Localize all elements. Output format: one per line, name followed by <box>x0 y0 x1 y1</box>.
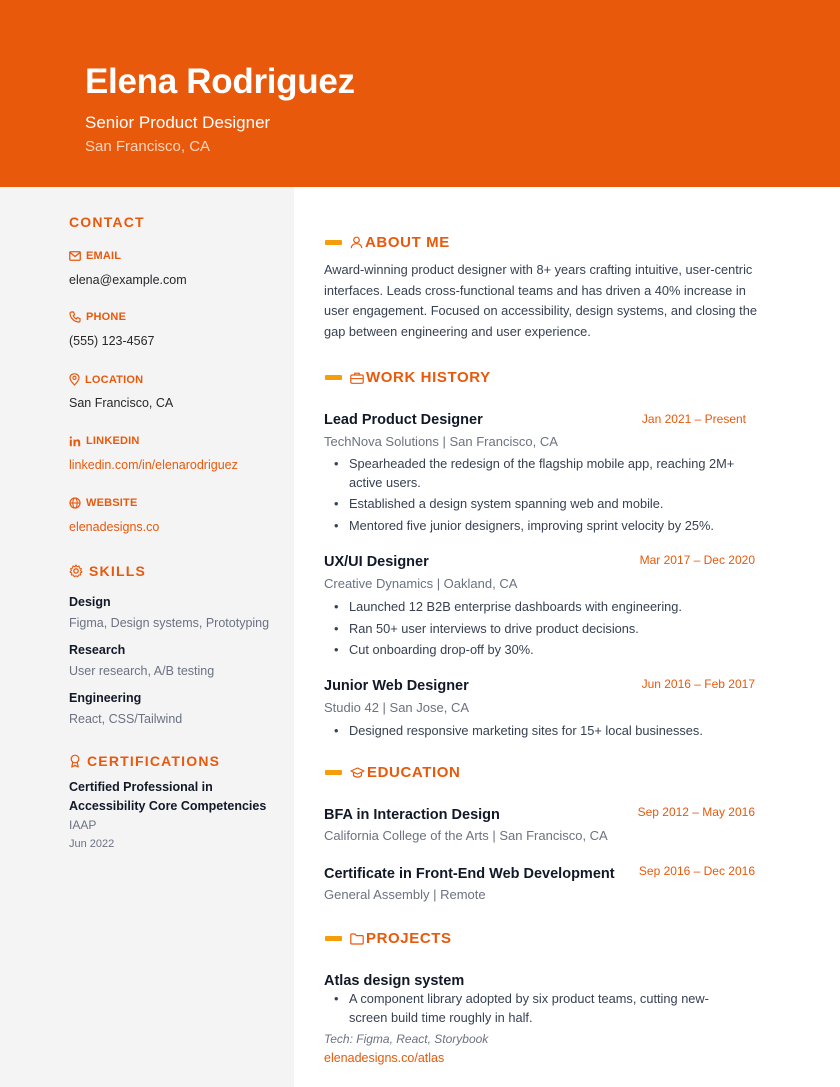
cert-date: Jun 2022 <box>69 838 115 850</box>
school-name: California College of the Arts | San Francisco, CA <box>324 828 608 843</box>
linkedin-link[interactable]: linkedin.com/in/elenarodriguez <box>69 458 238 472</box>
degree-title: Certificate in Front-End Web Development <box>324 866 615 882</box>
list-item: • Established a design system spanning web and mobile. <box>324 495 744 514</box>
gear-icon <box>69 564 83 578</box>
job-company: TechNova Solutions | San Francisco, CA <box>324 434 558 449</box>
section-bar <box>325 936 342 941</box>
section-bar <box>325 375 342 380</box>
award-icon <box>69 754 81 768</box>
job-title: UX/UI Designer <box>324 554 429 570</box>
skill-desc: User research, A/B testing <box>69 664 215 678</box>
candidate-location: San Francisco, CA <box>85 138 211 155</box>
contact-heading: CONTACT <box>69 214 145 230</box>
candidate-title: Senior Product Designer <box>85 113 271 132</box>
linkedin-label: LINKEDIN <box>69 435 140 447</box>
skill-name: Research <box>69 643 126 657</box>
list-item: • Launched 12 B2B enterprise dashboards with engineering. <box>324 598 744 617</box>
list-item: • Spearheaded the redesign of the flagship mobile app, reaching 2M+ active users. <box>324 455 744 492</box>
linkedin-icon <box>69 436 81 447</box>
job-company: Studio 42 | San Jose, CA <box>324 700 470 715</box>
briefcase-icon <box>350 372 364 384</box>
location-value: San Francisco, CA <box>69 396 174 410</box>
main-content <box>294 187 840 1087</box>
skill-name: Design <box>69 595 111 609</box>
email-value[interactable]: elena@example.com <box>69 273 187 287</box>
cert-org: IAAP <box>69 818 97 832</box>
email-label: EMAIL <box>69 250 121 262</box>
website-label: WEBSITE <box>69 497 138 509</box>
job-company: Creative Dynamics | Oakland, CA <box>324 576 518 591</box>
resume-header <box>0 0 840 187</box>
list-item: • Mentored five junior designers, improving sprint velocity by 25%. <box>324 517 744 536</box>
phone-value[interactable]: (555) 123-4567 <box>69 334 155 348</box>
phone-icon <box>69 311 81 323</box>
project-name: Atlas design system <box>324 973 465 989</box>
section-bar <box>325 240 342 245</box>
about-text: Award-winning product designer with 8+ years crafting intuitive, user-centric interfaces. Leads cross-functional teams and has driven a 40% increase in user engagement. Focused on accessibility, design systems, and closing the gap between engineering and user experience. <box>324 262 757 339</box>
globe-icon <box>69 497 81 509</box>
map-pin-icon <box>69 373 80 386</box>
job-dates: Jan 2021 – Present <box>641 412 746 426</box>
graduation-cap-icon <box>350 767 365 779</box>
job-title: Junior Web Designer <box>324 678 469 694</box>
list-item: • Designed responsive marketing sites for 15+ local businesses. <box>324 722 744 741</box>
skills-heading: SKILLS <box>69 563 146 579</box>
degree-title: BFA in Interaction Design <box>324 807 500 823</box>
job-title: Lead Product Designer <box>324 412 483 428</box>
candidate-name: Elena Rodriguez <box>85 62 355 101</box>
degree-dates: Sep 2012 – May 2016 <box>637 805 755 819</box>
list-item: • Ran 50+ user interviews to drive product decisions. <box>324 620 744 639</box>
project-tech: Tech: Figma, React, Storybook <box>324 1032 489 1046</box>
job-dates: Mar 2017 – Dec 2020 <box>639 553 755 567</box>
skill-desc: React, CSS/Tailwind <box>69 712 183 726</box>
user-icon <box>350 236 363 249</box>
job-dates: Jun 2016 – Feb 2017 <box>641 677 755 691</box>
education-heading: EDUCATION <box>325 764 460 781</box>
project-bullets <box>324 990 744 1030</box>
degree-dates: Sep 2016 – Dec 2016 <box>638 864 755 878</box>
certifications-heading: CERTIFICATIONS <box>69 753 220 769</box>
job-bullets <box>324 598 744 663</box>
work-history-heading: WORK HISTORY <box>325 369 491 386</box>
skill-name: Engineering <box>69 691 142 705</box>
cert-name: Certified Professional in Accessibility Core Competencies <box>69 780 267 813</box>
website-link[interactable]: elenadesigns.co <box>69 520 160 534</box>
job-bullets <box>324 455 744 538</box>
section-bar <box>325 770 342 775</box>
list-item: • Cut onboarding drop-off by 30%. <box>324 641 744 660</box>
folder-icon <box>350 933 364 945</box>
list-item: • A component library adopted by six product teams, cutting new-screen build time roughly in half. <box>324 990 744 1027</box>
location-label: LOCATION <box>69 373 143 386</box>
projects-heading: PROJECTS <box>325 930 452 947</box>
about-heading: ABOUT ME <box>325 234 450 251</box>
project-link[interactable]: elenadesigns.co/atlas <box>324 1051 445 1065</box>
school-name: General Assembly | Remote <box>324 887 486 902</box>
mail-icon <box>69 251 81 261</box>
phone-label: PHONE <box>69 311 126 323</box>
job-bullets <box>324 722 744 744</box>
sidebar <box>0 187 294 1087</box>
skill-desc: Figma, Design systems, Prototyping <box>69 616 270 630</box>
